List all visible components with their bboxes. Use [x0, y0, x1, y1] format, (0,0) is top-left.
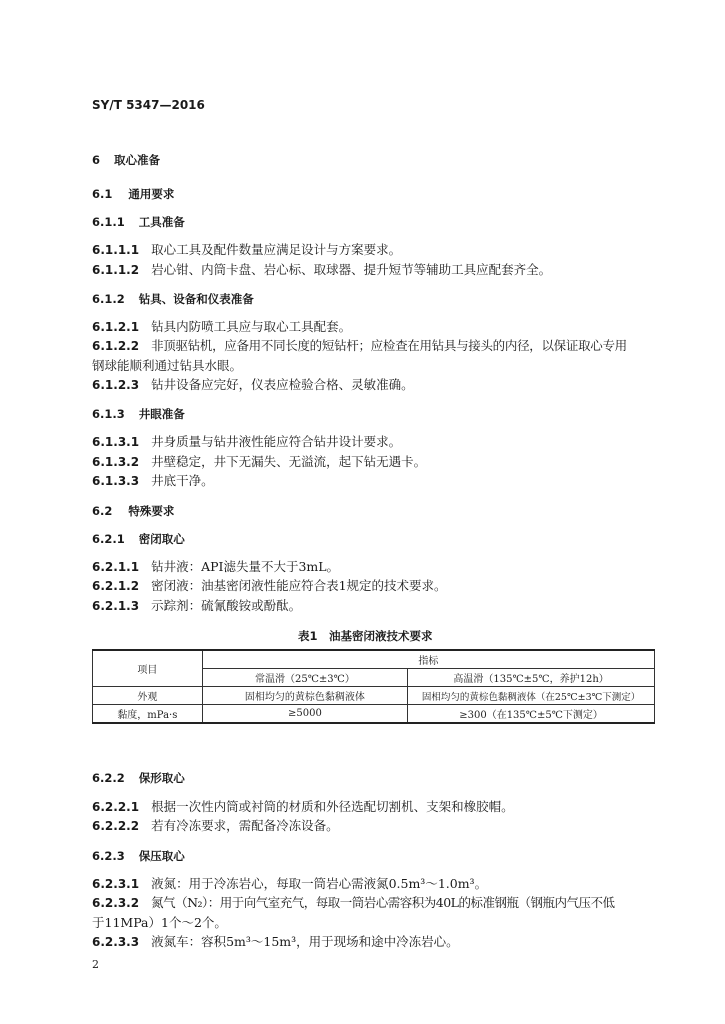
- section-number: 6.1.2: [92, 292, 125, 306]
- section-number: 6.2.2: [92, 771, 125, 785]
- section-6-2-heading: [92, 503, 174, 519]
- clause-6-2-1-3: [92, 598, 301, 614]
- clause-6-1-2-1: [92, 319, 351, 335]
- clause-text: 若有冷冻要求，需配备冷冻设备。: [151, 818, 339, 833]
- clause-text: 氮气（N₂）：用于向气室充气，每取一筒岩心需容积为40L的标准钢瓶（钢瓶内气压不低: [151, 895, 615, 910]
- clause-number: 6.2.3.1: [92, 877, 140, 891]
- clause-text: 根据一次性内筒或衬筒的材质和外径选配切割机、支架和橡胶帽。: [151, 799, 514, 814]
- clause-6-1-3-1: [92, 434, 401, 450]
- clause-text: 钻具内防喷工具应与取心工具配套。: [151, 319, 352, 334]
- clause-number: 6.1.1.1: [92, 243, 140, 257]
- clause-6-2-3-3: [92, 934, 459, 950]
- section-number: 6: [92, 153, 101, 167]
- clause-number: 6.2.1.2: [92, 579, 140, 593]
- section-6-1-3-heading: [92, 406, 185, 422]
- clause-number: 6.2.3.3: [92, 935, 140, 949]
- section-6-1-1-heading: [92, 214, 185, 230]
- section-title: 保压取心: [138, 849, 185, 863]
- clause-text: 密闭液：油基密闭液性能应符合表1规定的技术要求。: [151, 578, 447, 593]
- section-title: 特殊要求: [128, 504, 175, 518]
- clause-6-1-1-1: [92, 242, 401, 258]
- clause-number: 6.1.2.2: [92, 339, 140, 353]
- section-title: 取心准备: [114, 153, 161, 167]
- clause-number: 6.1.3.3: [92, 474, 140, 488]
- section-6-2-3-heading: [92, 848, 185, 864]
- section-number: 6.2: [92, 504, 113, 518]
- standard-number: SY/T 5347—2016: [92, 98, 205, 112]
- table-cell-normal: 固相均匀的黄棕色黏稠液体: [202, 687, 407, 705]
- table-cell-high: 固相均匀的黄棕色黏稠液体（在25℃±3℃下测定）: [408, 687, 655, 705]
- clause-number: 6.1.3.2: [92, 455, 140, 469]
- section-title: 钻具、设备和仪表准备: [138, 292, 254, 306]
- section-number: 6.2.3: [92, 849, 125, 863]
- clause-text: 井身质量与钻井液性能应符合钻井设计要求。: [151, 434, 402, 449]
- clause-6-1-2-2-cont: 钢球能顺利通过钻具水眼。: [92, 358, 243, 373]
- clause-text: 钻井设备应完好，仪表应检验合格、灵敏准确。: [151, 377, 414, 392]
- table-header-item: 项目: [93, 650, 203, 687]
- section-title: 保形取心: [138, 771, 185, 785]
- table-header-high: 高温滑（135℃±5℃，养护12h）: [408, 669, 655, 687]
- clause-text: 井壁稳定，井下无漏失、无溢流，起下钻无遇卡。: [151, 454, 427, 469]
- section-title: 密闭取心: [138, 532, 185, 546]
- table-1: [92, 649, 655, 724]
- clause-6-2-2-1: [92, 799, 514, 815]
- section-title: 通用要求: [128, 187, 175, 201]
- clause-text: 岩心钳、内筒卡盘、岩心标、取球器、提升短节等辅助工具应配套齐全。: [151, 262, 552, 277]
- clause-text: 液氮车：容积5m³～15m³，用于现场和途中冷冻岩心。: [151, 934, 459, 949]
- section-number: 6.1: [92, 187, 113, 201]
- clause-text: 井底干净。: [151, 473, 214, 488]
- clause-number: 6.2.2.1: [92, 800, 140, 814]
- section-6-2-1-heading: [92, 531, 185, 547]
- clause-number: 6.2.1.1: [92, 560, 140, 574]
- clause-text: 示踪剂：硫氰酸铵或酚酞。: [151, 598, 302, 613]
- table-row: [93, 687, 655, 705]
- table-1-caption: 表1 油基密闭液技术要求: [298, 629, 433, 643]
- clause-number: 6.2.2.2: [92, 819, 140, 833]
- clause-6-1-2-2: [92, 338, 627, 354]
- clause-6-1-3-2: [92, 454, 426, 470]
- clause-6-1-1-2: [92, 262, 551, 278]
- clause-text: 取心工具及配件数量应满足设计与方案要求。: [151, 242, 402, 257]
- clause-number: 6.2.3.2: [92, 896, 140, 910]
- section-6-2-2-heading: [92, 770, 185, 786]
- clause-text: 钻井液：API滤失量不大于3mL。: [151, 559, 340, 574]
- section-6-1-heading: [92, 186, 174, 202]
- clause-6-1-2-3: [92, 377, 414, 393]
- page-number: 2: [92, 958, 99, 971]
- section-number: 6.1.3: [92, 407, 125, 421]
- section-title: 井眼准备: [138, 407, 185, 421]
- table-cell-item: 外观: [93, 687, 203, 705]
- clause-number: 6.1.1.2: [92, 263, 140, 277]
- clause-number: 6.1.2.3: [92, 378, 140, 392]
- clause-6-1-3-3: [92, 473, 214, 489]
- section-number: 6.1.1: [92, 215, 125, 229]
- table-header-normal: 常温滑（25℃±3℃）: [202, 669, 407, 687]
- clause-number: 6.1.2.1: [92, 320, 140, 334]
- table-cell-normal: ≥5000: [202, 705, 407, 724]
- section-6-heading: [92, 152, 160, 168]
- clause-6-2-3-1: [92, 876, 487, 892]
- section-title: 工具准备: [138, 215, 185, 229]
- clause-6-2-1-2: [92, 578, 447, 594]
- table-row: [93, 705, 655, 724]
- clause-6-2-1-1: [92, 559, 339, 575]
- clause-text: 液氮：用于冷冻岩心，每取一筒岩心需液氮0.5m³～1.0m³。: [151, 876, 488, 891]
- clause-number: 6.1.3.1: [92, 435, 140, 449]
- table-header-index: 指标: [202, 650, 654, 669]
- clause-number: 6.2.1.3: [92, 599, 140, 613]
- clause-text: 非顶驱钻机，应备用不同长度的短钻杆；应检查在用钻具与接头的内径，以保证取心专用: [151, 338, 627, 353]
- clause-6-2-2-2: [92, 818, 339, 834]
- clause-6-2-3-2: [92, 895, 615, 911]
- table-cell-item: 黏度，mPa·s: [93, 705, 203, 724]
- section-6-1-2-heading: [92, 291, 254, 307]
- clause-6-2-3-2-cont: 于11MPa）1个～2个。: [92, 915, 227, 930]
- section-number: 6.2.1: [92, 532, 125, 546]
- table-cell-high: ≥300（在135℃±5℃下测定）: [408, 705, 655, 724]
